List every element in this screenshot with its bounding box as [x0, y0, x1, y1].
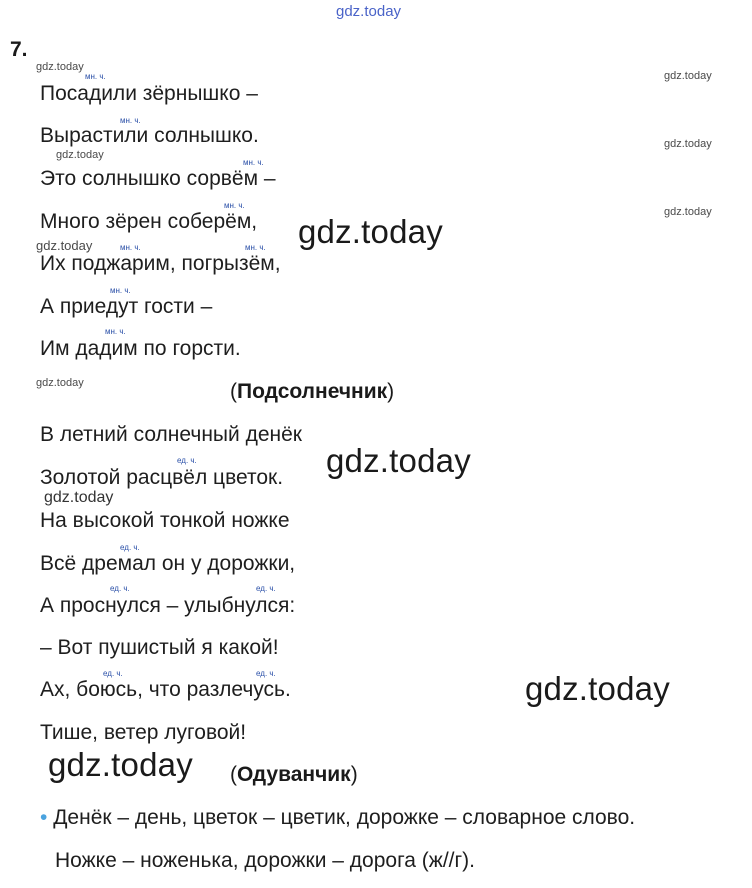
watermark-small: gdz.today — [44, 489, 114, 506]
paren-close: ) — [350, 763, 358, 786]
watermark-small: gdz.today — [36, 377, 84, 389]
poem2-answer — [230, 763, 358, 787]
note-line-2: Ножке – ноженька, дорожки – дорога (ж//г). — [55, 849, 475, 872]
note-line-1 — [40, 806, 635, 830]
annotation-singular: ед. ч. — [103, 669, 123, 678]
watermark-small: gdz.today — [56, 149, 104, 161]
poem1-line: Это солнышко сорвём – — [40, 167, 276, 190]
poem1-line: Посадили зёрнышко – — [40, 82, 258, 105]
bullet-icon: • — [40, 806, 48, 829]
poem2-line: Золотой расцвёл цветок. — [40, 466, 284, 489]
annotation-plural: мн. ч. — [243, 158, 264, 167]
watermark-small: gdz.today — [664, 206, 712, 218]
poem1-line: Много зёрен соберём, — [40, 210, 258, 233]
annotation-plural: мн. ч. — [120, 116, 141, 125]
watermark-big: gdz.today — [298, 213, 443, 250]
paren-open: ( — [230, 763, 237, 786]
annotation-singular: ед. ч. — [110, 584, 130, 593]
poem1-line: Им дадим по горсти. — [40, 337, 241, 360]
watermark-small: gdz.today — [36, 238, 93, 253]
watermark-small: gdz.today — [664, 138, 712, 150]
poem1-line: А приедут гости – — [40, 295, 213, 318]
poem2-line: Всё дремал он у дорожки, — [40, 552, 296, 575]
answer-text: Одуванчик — [237, 763, 351, 786]
annotation-plural: мн. ч. — [224, 201, 245, 210]
annotation-singular: ед. ч. — [256, 669, 276, 678]
annotation-plural: мн. ч. — [85, 72, 106, 81]
watermark-small: gdz.today — [36, 61, 84, 73]
task-number: 7. — [10, 38, 28, 61]
annotation-singular: ед. ч. — [256, 584, 276, 593]
watermark-big: gdz.today — [48, 746, 193, 783]
watermark-top: gdz.today — [336, 3, 402, 20]
annotation-plural: мн. ч. — [120, 243, 141, 252]
watermark-big: gdz.today — [525, 670, 670, 707]
answer-text: Подсолнечник — [237, 380, 388, 403]
poem2-line: В летний солнечный денёк — [40, 423, 302, 446]
poem2-line: На высокой тонкой ножке — [40, 509, 290, 532]
note-text-1: Денёк – день, цветок – цветик, дорожке – словарное слово. — [53, 806, 636, 829]
annotation-singular: ед. ч. — [177, 456, 197, 465]
watermark-small: gdz.today — [664, 70, 712, 82]
poem2-line: Тише, ветер луговой! — [40, 721, 247, 744]
paren-close: ) — [387, 380, 395, 403]
poem2-line: А проснулся – улыбнулся: — [40, 594, 296, 617]
annotation-plural: мн. ч. — [245, 243, 266, 252]
paren-open: ( — [230, 380, 237, 403]
annotation-singular: ед. ч. — [120, 543, 140, 552]
poem1-line: Их поджарим, погрызём, — [40, 252, 281, 275]
annotation-plural: мн. ч. — [110, 286, 131, 295]
poem1-line: Вырастили солнышко. — [40, 124, 259, 147]
annotation-plural: мн. ч. — [105, 327, 126, 336]
watermark-big: gdz.today — [326, 442, 471, 479]
poem1-answer — [230, 380, 394, 404]
poem2-line: Ах, боюсь, что разлечусь. — [40, 678, 291, 701]
poem2-line: – Вот пушистый я какой! — [40, 636, 279, 659]
